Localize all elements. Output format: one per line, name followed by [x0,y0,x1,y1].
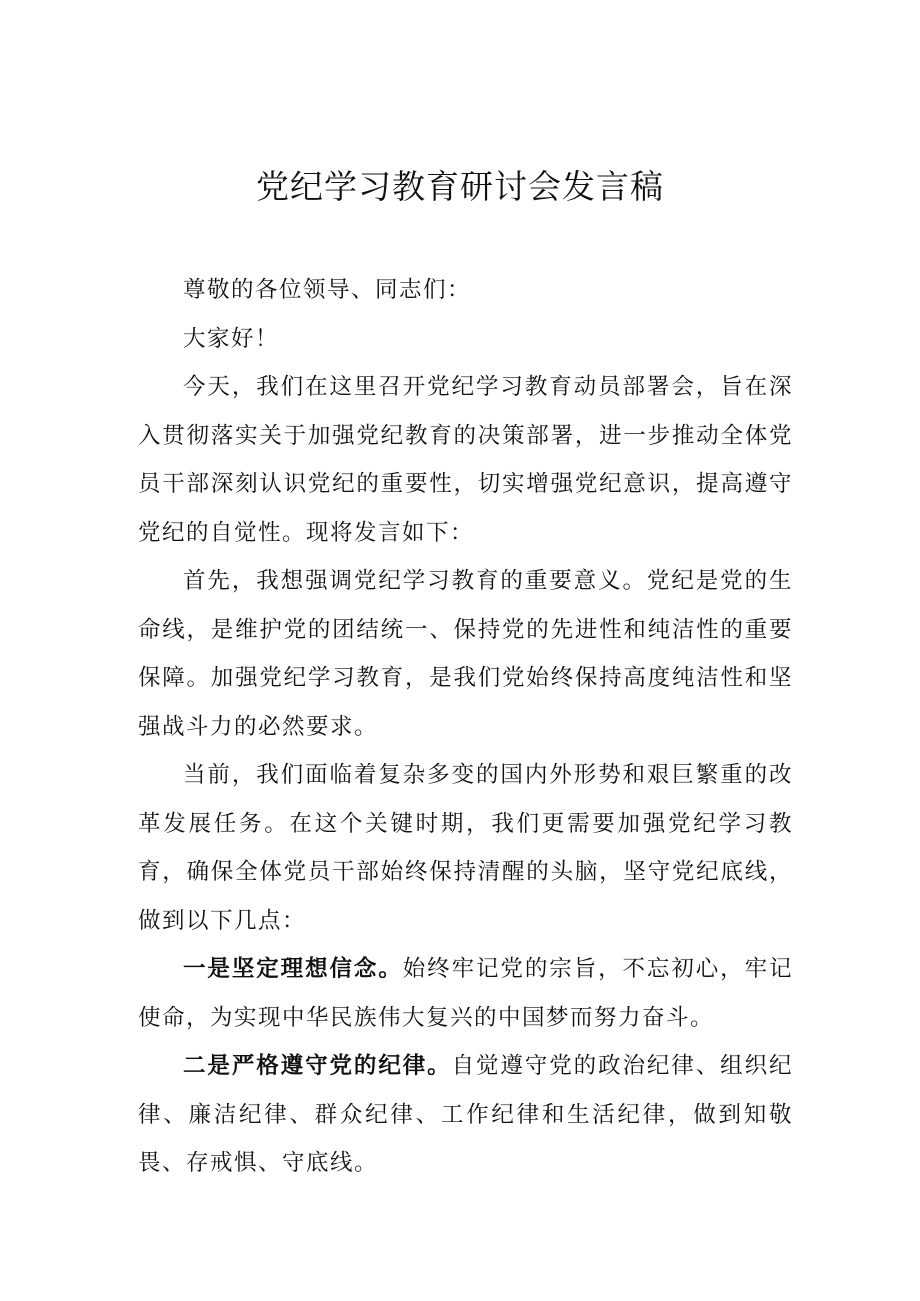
paragraph-text: 自觉遵守党的政治纪律、组织纪律、廉洁纪律、群众纪律、工作纪律和生活纪律，做到知敬畏、存戒惧、守底线。 [138,1053,793,1176]
paragraph-text: 今天，我们在这里召开党纪学习教育动员部署会，旨在深入贯彻落实关于加强党纪教育的决策部署，进一步推动全体党员干部深刻认识党纪的重要性，切实增强党纪意识，提高遵守党纪的自觉性。现将发言如下： [138,374,793,546]
paragraph-intro [138,363,793,557]
paragraph-text: 始终牢记党的宗旨，不忘初心，牢记使命，为实现中华民族伟大复兴的中国梦而努力奋斗。 [138,956,793,1031]
paragraph-point-two [138,1042,793,1188]
paragraph-greeting [138,315,793,364]
document-title: 党纪学习教育研讨会发言稿 [256,167,664,206]
paragraph-point-one [138,945,793,1042]
paragraph-text: 大家好！ [183,325,280,352]
paragraph-current-situation [138,751,793,945]
paragraph-lead: 二是严格遵守党的纪律。 [183,1053,452,1079]
paragraph-significance [138,557,793,751]
paragraph-text: 首先，我想强调党纪学习教育的重要意义。党纪是党的生命线，是维护党的团结统一、保持党的先进性和纯洁性的重要保障。加强党纪学习教育，是我们党始终保持高度纯洁性和坚强战斗力的必然要求。 [138,568,793,740]
paragraph-text: 尊敬的各位领导、同志们： [183,277,472,303]
paragraph-text: 当前，我们面临着复杂多变的国内外形势和艰巨繁重的改革发展任务。在这个关键时期，我们更需要加强党纪学习教育，确保全体党员干部始终保持清醒的头脑，坚守党纪底线，做到以下几点： [138,762,793,934]
paragraph-salutation [138,266,793,315]
document-body [138,266,793,1188]
paragraph-lead: 一是坚定理想信念。 [183,956,403,982]
